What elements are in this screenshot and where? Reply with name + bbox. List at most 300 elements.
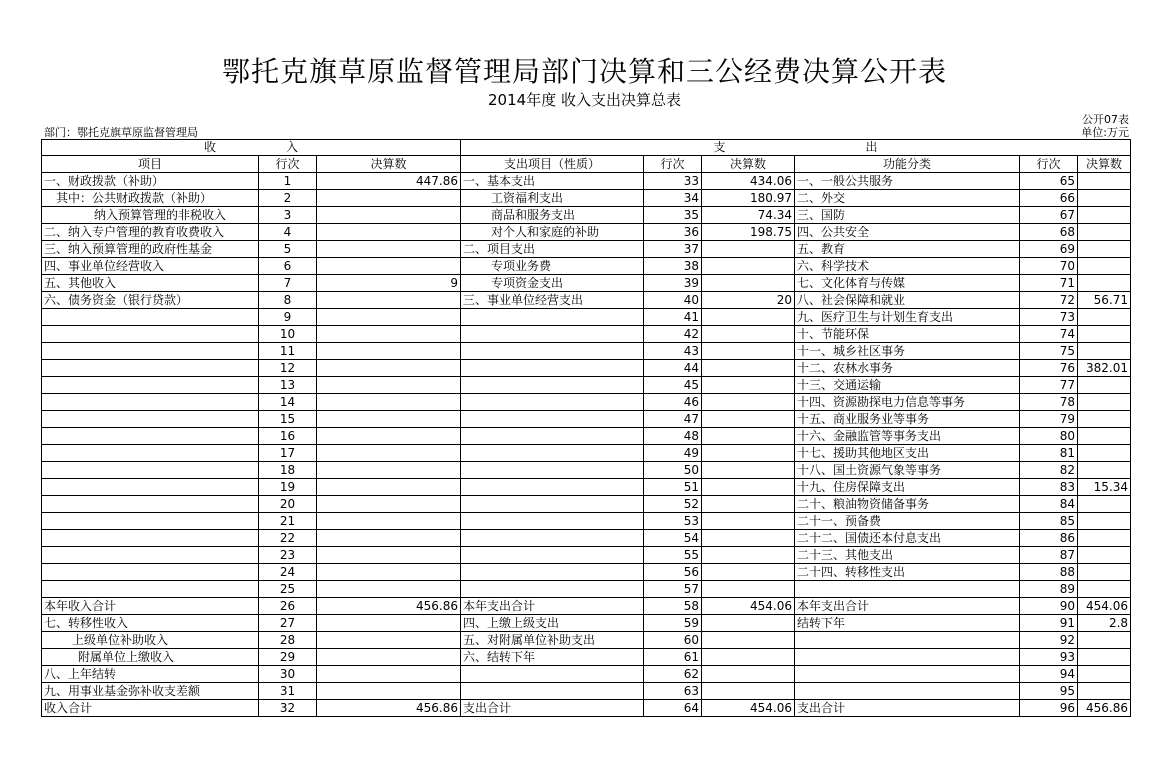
function-item-cell: 二十三、其他支出 bbox=[795, 547, 1020, 564]
table-row bbox=[42, 615, 1131, 632]
function-amount-cell bbox=[1078, 564, 1131, 581]
function-amount-cell bbox=[1078, 683, 1131, 700]
income-amount-cell bbox=[317, 581, 461, 598]
expense-line-cell: 40 bbox=[644, 292, 702, 309]
table-row bbox=[42, 377, 1131, 394]
income-item-cell bbox=[42, 326, 259, 343]
expense-amount-cell bbox=[702, 445, 795, 462]
expense-amount-cell bbox=[702, 377, 795, 394]
col-header-line: 行次 bbox=[259, 156, 317, 173]
income-item-cell bbox=[42, 564, 259, 581]
page-subtitle: 2014年度 收入支出决算总表 bbox=[488, 91, 681, 109]
function-amount-cell bbox=[1078, 530, 1131, 547]
expense-amount-cell: 74.34 bbox=[702, 207, 795, 224]
income-amount-cell bbox=[317, 411, 461, 428]
income-line-cell: 16 bbox=[259, 428, 317, 445]
income-item-cell bbox=[42, 530, 259, 547]
function-item-cell: 二十、粮油物资储备事务 bbox=[795, 496, 1020, 513]
income-item-cell: 三、纳入预算管理的政府性基金 bbox=[42, 241, 259, 258]
expense-amount-cell: 454.06 bbox=[702, 700, 795, 717]
col-header-line: 行次 bbox=[644, 156, 702, 173]
income-item-cell: 上级单位补助收入 bbox=[42, 632, 259, 649]
expense-amount-cell bbox=[702, 530, 795, 547]
expense-item-cell bbox=[461, 309, 644, 326]
expense-item-cell: 对个人和家庭的补助 bbox=[461, 224, 644, 241]
function-item-cell bbox=[795, 649, 1020, 666]
income-amount-cell bbox=[317, 258, 461, 275]
expense-line-cell: 63 bbox=[644, 683, 702, 700]
income-amount-cell: 447.86 bbox=[317, 173, 461, 190]
expense-line-cell: 37 bbox=[644, 241, 702, 258]
expense-item-cell bbox=[461, 666, 644, 683]
expense-item-cell bbox=[461, 564, 644, 581]
expense-line-cell: 45 bbox=[644, 377, 702, 394]
expense-item-cell bbox=[461, 377, 644, 394]
expense-amount-cell: 198.75 bbox=[702, 224, 795, 241]
income-line-cell: 5 bbox=[259, 241, 317, 258]
income-line-cell: 6 bbox=[259, 258, 317, 275]
income-item-cell: 七、转移性收入 bbox=[42, 615, 259, 632]
income-item-cell: 纳入预算管理的非税收入 bbox=[42, 207, 259, 224]
expense-section-char-2: 出 bbox=[865, 140, 878, 154]
col-header-function: 功能分类 bbox=[795, 156, 1020, 173]
table-row bbox=[42, 360, 1131, 377]
function-item-cell bbox=[795, 632, 1020, 649]
table-row bbox=[42, 683, 1131, 700]
table-row bbox=[42, 581, 1131, 598]
expense-item-cell: 专项业务费 bbox=[461, 258, 644, 275]
function-line-cell: 75 bbox=[1020, 343, 1078, 360]
income-line-cell: 18 bbox=[259, 462, 317, 479]
expense-item-cell: 专项资金支出 bbox=[461, 275, 644, 292]
expense-item-cell: 支出合计 bbox=[461, 700, 644, 717]
function-item-cell: 结转下年 bbox=[795, 615, 1020, 632]
income-amount-cell bbox=[317, 394, 461, 411]
income-amount-cell bbox=[317, 649, 461, 666]
income-amount-cell: 9 bbox=[317, 275, 461, 292]
expense-line-cell: 36 bbox=[644, 224, 702, 241]
expense-line-cell: 34 bbox=[644, 190, 702, 207]
income-amount-cell bbox=[317, 190, 461, 207]
income-line-cell: 24 bbox=[259, 564, 317, 581]
expense-amount-cell bbox=[702, 513, 795, 530]
table-row bbox=[42, 564, 1131, 581]
expense-line-cell: 55 bbox=[644, 547, 702, 564]
income-amount-cell bbox=[317, 496, 461, 513]
income-amount-cell: 456.86 bbox=[317, 700, 461, 717]
income-section-header bbox=[42, 140, 461, 156]
expense-item-cell bbox=[461, 530, 644, 547]
function-amount-cell bbox=[1078, 496, 1131, 513]
expense-amount-cell bbox=[702, 360, 795, 377]
table-row bbox=[42, 258, 1131, 275]
income-item-cell: 一、财政拨款（补助） bbox=[42, 173, 259, 190]
expense-line-cell: 46 bbox=[644, 394, 702, 411]
expense-item-cell: 二、项目支出 bbox=[461, 241, 644, 258]
col-header-amount: 决算数 bbox=[702, 156, 795, 173]
function-line-cell: 82 bbox=[1020, 462, 1078, 479]
expense-item-cell: 四、上缴上级支出 bbox=[461, 615, 644, 632]
expense-item-cell bbox=[461, 513, 644, 530]
expense-amount-cell bbox=[702, 462, 795, 479]
expense-amount-cell bbox=[702, 394, 795, 411]
function-line-cell: 81 bbox=[1020, 445, 1078, 462]
table-row bbox=[42, 666, 1131, 683]
function-amount-cell bbox=[1078, 445, 1131, 462]
function-line-cell: 65 bbox=[1020, 173, 1078, 190]
income-item-cell: 附属单位上缴收入 bbox=[42, 649, 259, 666]
function-item-cell: 本年支出合计 bbox=[795, 598, 1020, 615]
expense-item-cell bbox=[461, 411, 644, 428]
income-amount-cell bbox=[317, 428, 461, 445]
income-item-cell: 四、事业单位经营收入 bbox=[42, 258, 259, 275]
function-amount-cell bbox=[1078, 632, 1131, 649]
expense-amount-cell bbox=[702, 479, 795, 496]
function-amount-cell bbox=[1078, 513, 1131, 530]
function-item-cell bbox=[795, 581, 1020, 598]
expense-item-cell: 商品和服务支出 bbox=[461, 207, 644, 224]
income-amount-cell bbox=[317, 445, 461, 462]
function-amount-cell bbox=[1078, 428, 1131, 445]
function-line-cell: 78 bbox=[1020, 394, 1078, 411]
income-amount-cell bbox=[317, 309, 461, 326]
col-header-line: 行次 bbox=[1020, 156, 1078, 173]
table-row bbox=[42, 275, 1131, 292]
function-line-cell: 80 bbox=[1020, 428, 1078, 445]
income-line-cell: 3 bbox=[259, 207, 317, 224]
function-amount-cell: 456.86 bbox=[1078, 700, 1131, 717]
income-amount-cell bbox=[317, 564, 461, 581]
function-line-cell: 71 bbox=[1020, 275, 1078, 292]
expense-amount-cell: 20 bbox=[702, 292, 795, 309]
expense-amount-cell bbox=[702, 428, 795, 445]
income-item-cell bbox=[42, 428, 259, 445]
function-amount-cell: 382.01 bbox=[1078, 360, 1131, 377]
expense-item-cell bbox=[461, 428, 644, 445]
function-amount-cell bbox=[1078, 224, 1131, 241]
income-line-cell: 26 bbox=[259, 598, 317, 615]
expense-amount-cell bbox=[702, 649, 795, 666]
function-line-cell: 72 bbox=[1020, 292, 1078, 309]
function-amount-cell bbox=[1078, 581, 1131, 598]
function-line-cell: 83 bbox=[1020, 479, 1078, 496]
expense-line-cell: 47 bbox=[644, 411, 702, 428]
expense-item-cell bbox=[461, 343, 644, 360]
function-amount-cell bbox=[1078, 343, 1131, 360]
income-amount-cell bbox=[317, 224, 461, 241]
income-item-cell bbox=[42, 496, 259, 513]
form-number: 公开07表 bbox=[1082, 113, 1129, 126]
function-amount-cell bbox=[1078, 258, 1131, 275]
income-amount-cell bbox=[317, 632, 461, 649]
income-item-cell bbox=[42, 547, 259, 564]
expense-item-cell bbox=[461, 360, 644, 377]
income-item-cell: 二、纳入专户管理的教育收费收入 bbox=[42, 224, 259, 241]
budget-table bbox=[41, 139, 1131, 717]
function-item-cell bbox=[795, 666, 1020, 683]
table-row bbox=[42, 343, 1131, 360]
income-line-cell: 22 bbox=[259, 530, 317, 547]
expense-amount-cell bbox=[702, 241, 795, 258]
table-row bbox=[42, 632, 1131, 649]
expense-item-cell: 六、结转下年 bbox=[461, 649, 644, 666]
col-header-expense-item: 支出项目（性质） bbox=[461, 156, 644, 173]
expense-item-cell bbox=[461, 581, 644, 598]
function-item-cell: 十三、交通运输 bbox=[795, 377, 1020, 394]
table-row bbox=[42, 547, 1131, 564]
table-row bbox=[42, 207, 1131, 224]
function-amount-cell bbox=[1078, 190, 1131, 207]
function-line-cell: 66 bbox=[1020, 190, 1078, 207]
income-item-cell: 六、债务资金（银行贷款） bbox=[42, 292, 259, 309]
expense-line-cell: 58 bbox=[644, 598, 702, 615]
income-line-cell: 31 bbox=[259, 683, 317, 700]
function-item-cell: 十一、城乡社区事务 bbox=[795, 343, 1020, 360]
function-line-cell: 87 bbox=[1020, 547, 1078, 564]
expense-line-cell: 39 bbox=[644, 275, 702, 292]
page-title: 鄂托克旗草原监督管理局部门决算和三公经费决算公开表 bbox=[221, 55, 947, 88]
function-item-cell: 七、文化体育与传媒 bbox=[795, 275, 1020, 292]
expense-line-cell: 57 bbox=[644, 581, 702, 598]
income-line-cell: 12 bbox=[259, 360, 317, 377]
function-line-cell: 90 bbox=[1020, 598, 1078, 615]
expense-line-cell: 42 bbox=[644, 326, 702, 343]
function-item-cell: 十八、国土资源气象等事务 bbox=[795, 462, 1020, 479]
expense-line-cell: 44 bbox=[644, 360, 702, 377]
income-item-cell bbox=[42, 581, 259, 598]
function-item-cell: 十六、金融监管等事务支出 bbox=[795, 428, 1020, 445]
expense-line-cell: 62 bbox=[644, 666, 702, 683]
expense-amount-cell bbox=[702, 275, 795, 292]
function-item-cell: 三、国防 bbox=[795, 207, 1020, 224]
expense-amount-cell: 434.06 bbox=[702, 173, 795, 190]
income-item-cell bbox=[42, 479, 259, 496]
income-item-cell bbox=[42, 309, 259, 326]
table-row bbox=[42, 445, 1131, 462]
col-header-item: 项目 bbox=[42, 156, 259, 173]
function-line-cell: 76 bbox=[1020, 360, 1078, 377]
expense-line-cell: 50 bbox=[644, 462, 702, 479]
function-amount-cell bbox=[1078, 411, 1131, 428]
function-item-cell: 一、一般公共服务 bbox=[795, 173, 1020, 190]
income-section-char-1: 收 bbox=[204, 140, 217, 154]
table-row bbox=[42, 479, 1131, 496]
income-item-cell: 其中：公共财政拨款（补助） bbox=[42, 190, 259, 207]
function-amount-cell bbox=[1078, 547, 1131, 564]
table-row bbox=[42, 428, 1131, 445]
income-line-cell: 14 bbox=[259, 394, 317, 411]
table-row bbox=[42, 326, 1131, 343]
income-line-cell: 1 bbox=[259, 173, 317, 190]
function-amount-cell bbox=[1078, 207, 1131, 224]
function-item-cell: 四、公共安全 bbox=[795, 224, 1020, 241]
function-line-cell: 67 bbox=[1020, 207, 1078, 224]
col-header-amount: 决算数 bbox=[1078, 156, 1131, 173]
expense-amount-cell bbox=[702, 683, 795, 700]
table-row bbox=[42, 496, 1131, 513]
table-row bbox=[42, 173, 1131, 190]
function-amount-cell bbox=[1078, 649, 1131, 666]
function-line-cell: 92 bbox=[1020, 632, 1078, 649]
income-amount-cell bbox=[317, 479, 461, 496]
table-row bbox=[42, 700, 1131, 717]
function-line-cell: 79 bbox=[1020, 411, 1078, 428]
function-line-cell: 77 bbox=[1020, 377, 1078, 394]
expense-line-cell: 33 bbox=[644, 173, 702, 190]
income-section-char-2: 入 bbox=[286, 140, 299, 154]
function-item-cell: 二十四、转移性支出 bbox=[795, 564, 1020, 581]
income-item-cell: 本年收入合计 bbox=[42, 598, 259, 615]
function-item-cell: 二十一、预备费 bbox=[795, 513, 1020, 530]
function-line-cell: 91 bbox=[1020, 615, 1078, 632]
expense-line-cell: 53 bbox=[644, 513, 702, 530]
income-line-cell: 10 bbox=[259, 326, 317, 343]
income-item-cell bbox=[42, 513, 259, 530]
function-item-cell: 九、医疗卫生与计划生育支出 bbox=[795, 309, 1020, 326]
function-line-cell: 85 bbox=[1020, 513, 1078, 530]
expense-item-cell: 五、对附属单位补助支出 bbox=[461, 632, 644, 649]
expense-line-cell: 61 bbox=[644, 649, 702, 666]
expense-section-char-1: 支 bbox=[713, 140, 726, 154]
income-line-cell: 4 bbox=[259, 224, 317, 241]
income-line-cell: 27 bbox=[259, 615, 317, 632]
income-line-cell: 23 bbox=[259, 547, 317, 564]
expense-line-cell: 38 bbox=[644, 258, 702, 275]
function-line-cell: 69 bbox=[1020, 241, 1078, 258]
expense-amount-cell bbox=[702, 632, 795, 649]
income-line-cell: 21 bbox=[259, 513, 317, 530]
expense-line-cell: 59 bbox=[644, 615, 702, 632]
function-line-cell: 94 bbox=[1020, 666, 1078, 683]
department-label: 部门：鄂托克旗草原监督管理局 bbox=[44, 126, 198, 139]
function-amount-cell bbox=[1078, 309, 1131, 326]
income-amount-cell bbox=[317, 513, 461, 530]
expense-item-cell bbox=[461, 496, 644, 513]
expense-amount-cell bbox=[702, 309, 795, 326]
function-line-cell: 73 bbox=[1020, 309, 1078, 326]
function-amount-cell bbox=[1078, 394, 1131, 411]
function-line-cell: 86 bbox=[1020, 530, 1078, 547]
income-line-cell: 2 bbox=[259, 190, 317, 207]
function-amount-cell bbox=[1078, 241, 1131, 258]
expense-line-cell: 64 bbox=[644, 700, 702, 717]
function-line-cell: 74 bbox=[1020, 326, 1078, 343]
table-row bbox=[42, 292, 1131, 309]
income-amount-cell bbox=[317, 241, 461, 258]
expense-amount-cell bbox=[702, 581, 795, 598]
function-line-cell: 95 bbox=[1020, 683, 1078, 700]
income-line-cell: 32 bbox=[259, 700, 317, 717]
income-item-cell bbox=[42, 360, 259, 377]
income-amount-cell bbox=[317, 360, 461, 377]
income-amount-cell bbox=[317, 530, 461, 547]
function-line-cell: 70 bbox=[1020, 258, 1078, 275]
income-amount-cell: 456.86 bbox=[317, 598, 461, 615]
expense-line-cell: 52 bbox=[644, 496, 702, 513]
income-amount-cell bbox=[317, 343, 461, 360]
function-item-cell: 十二、农林水事务 bbox=[795, 360, 1020, 377]
expense-item-cell bbox=[461, 683, 644, 700]
expense-amount-cell bbox=[702, 326, 795, 343]
income-line-cell: 11 bbox=[259, 343, 317, 360]
function-amount-cell bbox=[1078, 462, 1131, 479]
expense-item-cell bbox=[461, 547, 644, 564]
income-amount-cell bbox=[317, 462, 461, 479]
income-item-cell bbox=[42, 445, 259, 462]
expense-item-cell bbox=[461, 445, 644, 462]
function-amount-cell: 56.71 bbox=[1078, 292, 1131, 309]
unit-label: 单位:万元 bbox=[1081, 126, 1129, 139]
expense-item-cell bbox=[461, 479, 644, 496]
income-line-cell: 13 bbox=[259, 377, 317, 394]
function-item-cell: 十、节能环保 bbox=[795, 326, 1020, 343]
expense-amount-cell bbox=[702, 411, 795, 428]
income-item-cell bbox=[42, 377, 259, 394]
function-line-cell: 68 bbox=[1020, 224, 1078, 241]
income-line-cell: 28 bbox=[259, 632, 317, 649]
table-row bbox=[42, 462, 1131, 479]
function-line-cell: 96 bbox=[1020, 700, 1078, 717]
income-item-cell bbox=[42, 462, 259, 479]
function-amount-cell bbox=[1078, 173, 1131, 190]
function-item-cell: 十四、资源勘探电力信息等事务 bbox=[795, 394, 1020, 411]
table-row bbox=[42, 513, 1131, 530]
income-line-cell: 9 bbox=[259, 309, 317, 326]
function-amount-cell: 15.34 bbox=[1078, 479, 1131, 496]
income-item-cell: 八、上年结转 bbox=[42, 666, 259, 683]
income-line-cell: 7 bbox=[259, 275, 317, 292]
income-item-cell bbox=[42, 394, 259, 411]
income-amount-cell bbox=[317, 547, 461, 564]
column-header-row bbox=[42, 156, 1131, 173]
function-item-cell: 八、社会保障和就业 bbox=[795, 292, 1020, 309]
function-line-cell: 89 bbox=[1020, 581, 1078, 598]
function-amount-cell bbox=[1078, 377, 1131, 394]
function-item-cell: 六、科学技术 bbox=[795, 258, 1020, 275]
expense-amount-cell: 180.97 bbox=[702, 190, 795, 207]
expense-amount-cell bbox=[702, 666, 795, 683]
income-line-cell: 20 bbox=[259, 496, 317, 513]
expense-section-header bbox=[461, 140, 1131, 156]
expense-item-cell bbox=[461, 326, 644, 343]
table-row bbox=[42, 241, 1131, 258]
table-row bbox=[42, 411, 1131, 428]
expense-line-cell: 54 bbox=[644, 530, 702, 547]
income-item-cell: 收入合计 bbox=[42, 700, 259, 717]
function-item-cell: 十七、援助其他地区支出 bbox=[795, 445, 1020, 462]
income-line-cell: 17 bbox=[259, 445, 317, 462]
function-item-cell: 十五、商业服务业等事务 bbox=[795, 411, 1020, 428]
income-line-cell: 19 bbox=[259, 479, 317, 496]
function-item-cell: 二十二、国债还本付息支出 bbox=[795, 530, 1020, 547]
table-row bbox=[42, 224, 1131, 241]
income-line-cell: 29 bbox=[259, 649, 317, 666]
expense-line-cell: 56 bbox=[644, 564, 702, 581]
expense-item-cell bbox=[461, 462, 644, 479]
income-item-cell: 九、用事业基金弥补收支差额 bbox=[42, 683, 259, 700]
expense-amount-cell bbox=[702, 496, 795, 513]
function-item-cell bbox=[795, 683, 1020, 700]
table-row bbox=[42, 598, 1131, 615]
income-line-cell: 25 bbox=[259, 581, 317, 598]
table-row bbox=[42, 190, 1131, 207]
expense-amount-cell bbox=[702, 615, 795, 632]
table-row bbox=[42, 530, 1131, 547]
function-line-cell: 88 bbox=[1020, 564, 1078, 581]
function-line-cell: 84 bbox=[1020, 496, 1078, 513]
table-row bbox=[42, 649, 1131, 666]
expense-item-cell bbox=[461, 394, 644, 411]
